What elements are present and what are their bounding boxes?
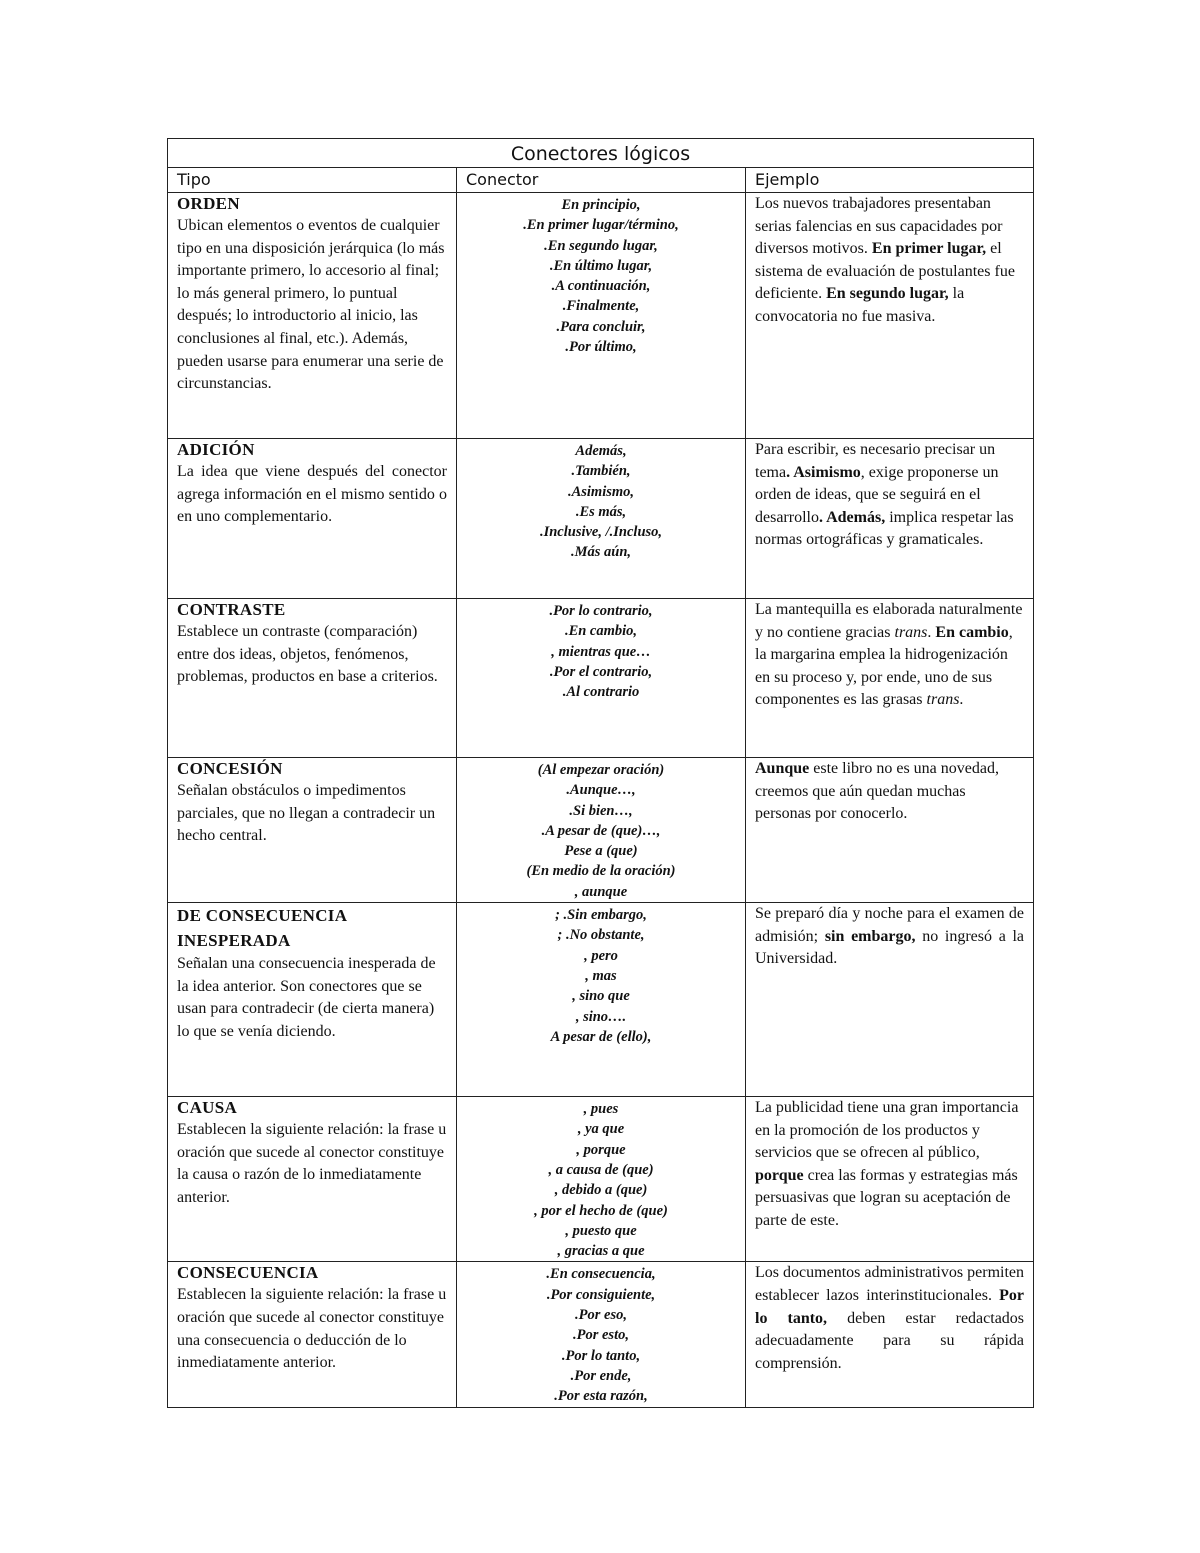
ejemplo-text: Los documentos administrativos permiten establecer lazos interinstitucionales. (755, 1264, 1025, 1305)
connectors-table (167, 138, 1034, 1408)
conector-item: .También, (571, 463, 631, 480)
conector-item: .Para concluir, (556, 318, 646, 335)
conector-item: .Por último, (565, 339, 637, 356)
ejemplo-text: la convocatoria no fue masiva. (755, 285, 965, 325)
ejemplo-text: . (927, 623, 936, 641)
ejemplo-cell (746, 193, 1034, 439)
tipo-cell (168, 599, 457, 758)
table-row (168, 1262, 1034, 1407)
ejemplo-text: trans (926, 691, 960, 709)
tipo-cell (168, 1097, 457, 1262)
tipo-cell (168, 903, 457, 1097)
table-row (168, 1097, 1034, 1262)
table-row (168, 903, 1034, 1097)
tipo-description: Señalan una consecuencia inesperada de la idea anterior. Son conectores que se usan para contradecir (de cierta manera) lo que se venía diciendo. (177, 955, 436, 1040)
table-row (168, 193, 1034, 439)
ejemplo-connector-text: En segundo lugar, (826, 285, 949, 303)
conector-item: .Por ende, (570, 1367, 632, 1384)
conector-item: , por el hecho de (que) (534, 1202, 668, 1219)
conector-item: , pues (583, 1101, 619, 1118)
ejemplo-text: Para escribir, es necesario precisar un tema (755, 441, 996, 481)
ejemplo-cell (746, 1097, 1034, 1262)
ejemplo-text: Se preparó día y noche para el examen de admisión; (755, 905, 1025, 945)
conector-item: .Por esta razón, (554, 1388, 648, 1405)
ejemplo-text: , exige proponerse un orden de ideas, que se seguirá en el desarrollo (755, 463, 999, 526)
header-tipo: Tipo (168, 168, 457, 193)
table-row (168, 439, 1034, 599)
ejemplo-connector-text: En primer lugar, (871, 240, 987, 258)
conector-item: A pesar de (ello), (550, 1028, 652, 1045)
conector-item: .Finalmente, (562, 298, 640, 315)
conector-cell (457, 193, 746, 439)
table-row (168, 758, 1034, 903)
conector-item: , gracias a que (557, 1243, 645, 1260)
tipo-cell (168, 758, 457, 903)
conector-item: .Por consiguiente, (546, 1286, 656, 1303)
conector-item: .Asimismo, (567, 483, 635, 500)
conector-item: , puesto que (565, 1222, 637, 1239)
conector-item: .Por lo tanto, (561, 1347, 641, 1364)
conector-item: .En segundo lugar, (544, 237, 658, 254)
ejemplo-connector-text: . Asimismo (786, 463, 861, 481)
ejemplo-text: , la margarina emplea la hidrogenización en su proceso y, por ende, uno de sus componentes es las grasas (755, 623, 1013, 709)
conector-item: , debido a (que) (554, 1182, 648, 1199)
tipo-description: Señalan obstáculos o impedimentos parciales, que no llegan a contradecir un hecho central. (177, 782, 436, 845)
tipo-description: Establecen la siguiente relación: la frase u oración que sucede al conector constituye la causa o razón de lo inmediatamente anterior. (177, 1121, 447, 1206)
ejemplo-text: el sistema de evaluación de postulantes fue deficiente. (755, 240, 1015, 303)
conector-item: .A continuación, (551, 278, 651, 295)
conector-item: , mas (585, 967, 617, 984)
ejemplo-text: Los nuevos trabajadores presentaban serias falencias en sus capacidades por diversos motivos. (755, 195, 1003, 258)
conector-item: , sino que (572, 988, 630, 1005)
conector-item: Además, (575, 443, 627, 459)
conector-item: , a causa de (que) (548, 1161, 654, 1178)
conector-item: .Es más, (575, 503, 627, 520)
ejemplo-text: deben estar redactados adecuadamente para su rápida comprensión. (755, 1309, 1025, 1372)
conector-cell (457, 1097, 746, 1262)
ejemplo-connector-text: . Además, (818, 508, 886, 526)
tipo-cell (168, 193, 457, 439)
tipo-cell (168, 1262, 457, 1407)
tipo-description: La idea que viene después del conector agrega información en el mismo sentido o en uno complementario. (177, 463, 447, 526)
conector-item: En principio, (561, 197, 641, 213)
conector-cell (457, 1262, 746, 1407)
conector-item: , sino…. (575, 1008, 627, 1025)
tipo-name: ORDEN (177, 194, 240, 213)
conector-item: (En medio de la oración) (526, 863, 676, 880)
conector-item: , porque (576, 1141, 626, 1158)
ejemplo-connector-text: porque (755, 1166, 804, 1184)
conector-item: .Más aún, (570, 544, 632, 561)
tipo-name: CAUSA (177, 1098, 238, 1118)
ejemplo-cell (746, 903, 1034, 1097)
tipo-description: Establece un contraste (comparación) entre dos ideas, objetos, fenómenos, problemas, productos en base a criterios. (177, 623, 438, 686)
conector-item: .Inclusive, /.Incluso, (539, 524, 663, 541)
header-ejemplo: Ejemplo (746, 168, 1034, 193)
conector-item: Pese a (que) (564, 843, 638, 860)
conector-item: .En primer lugar/término, (523, 217, 679, 234)
tipo-description: Establecen la siguiente relación: la frase u oración que sucede al conector constituye una consecuencia o deducción de lo inmediatamente anterior. (177, 1286, 447, 1372)
conector-item: .Por esto, (573, 1327, 629, 1344)
conector-item: .En último lugar, (549, 257, 653, 274)
conector-item: .Si bien…, (569, 802, 633, 819)
conector-item: .En cambio, (564, 623, 638, 640)
conector-item: , ya que (577, 1121, 625, 1138)
ejemplo-text: este libro no es una novedad, creemos que aún quedan muchas personas por conocerlo. (755, 760, 999, 823)
ejemplo-connector-text: Por lo tanto, (755, 1287, 1025, 1327)
conector-cell (457, 903, 746, 1097)
tipo-description: Ubican elementos o eventos de cualquier tipo en una disposición jerárquica (lo más importante primero, lo accesorio al final; lo más general primero, lo puntual después; lo introductorio al inicio, las conclusiones al final, etc.). Además, pueden usarse para enumerar una serie de circunstancias. (177, 217, 445, 393)
conector-item: .En consecuencia, (546, 1266, 656, 1283)
ejemplo-cell (746, 439, 1034, 599)
conector-item: .Aunque…, (566, 782, 636, 799)
ejemplo-connector-text: Aunque (755, 760, 810, 777)
ejemplo-cell (746, 599, 1034, 758)
tipo-name: DE CONSECUENCIA INESPERADA (177, 906, 347, 951)
ejemplo-text: no ingresó a la Universidad. (755, 927, 1025, 968)
ejemplo-text: implica respetar las normas ortográficas y gramaticales. (755, 508, 1014, 549)
conector-item: .Por lo contrario, (549, 603, 653, 619)
ejemplo-text: La mantequilla es elaborada naturalmente y no contiene gracias (755, 601, 1023, 641)
header-conector: Conector (457, 168, 746, 193)
conector-item: , mientras que… (551, 643, 651, 660)
tipo-name: CONCESIÓN (177, 759, 283, 778)
ejemplo-connector-text: sin embargo, (824, 927, 916, 945)
ejemplo-connector-text: En cambio (935, 623, 1009, 641)
ejemplo-cell (746, 1262, 1034, 1407)
conector-item: ; .No obstante, (557, 927, 645, 944)
table-row (168, 599, 1034, 758)
conector-cell (457, 599, 746, 758)
ejemplo-text: trans (894, 623, 928, 641)
conector-item: .Al contrario (562, 684, 640, 701)
conector-item: (Al empezar oración) (537, 762, 665, 778)
table-title: Conectores lógicos (168, 139, 1034, 168)
conector-cell (457, 439, 746, 599)
ejemplo-text: . (959, 691, 964, 709)
ejemplo-text: crea las formas y estrategias más persuasivas que logran su aceptación de parte de este. (755, 1166, 1018, 1230)
conector-item: ; .Sin embargo, (555, 907, 647, 924)
ejemplo-cell (746, 758, 1034, 903)
conector-item: , pero (584, 947, 618, 964)
tipo-name: CONSECUENCIA (177, 1263, 319, 1283)
conector-cell (457, 758, 746, 903)
tipo-name: ADICIÓN (177, 440, 255, 459)
conector-item: .Por el contrario, (549, 663, 653, 680)
conector-item: .A pesar de (que)…, (541, 822, 661, 839)
conector-item: , aunque (574, 883, 628, 900)
conector-item: .Por eso, (575, 1307, 627, 1324)
tipo-name: CONTRASTE (177, 600, 286, 619)
tipo-cell (168, 439, 457, 599)
ejemplo-text: La publicidad tiene una gran importancia en la promoción de los productos y servicios que se ofrecen al público, (755, 1099, 1019, 1162)
